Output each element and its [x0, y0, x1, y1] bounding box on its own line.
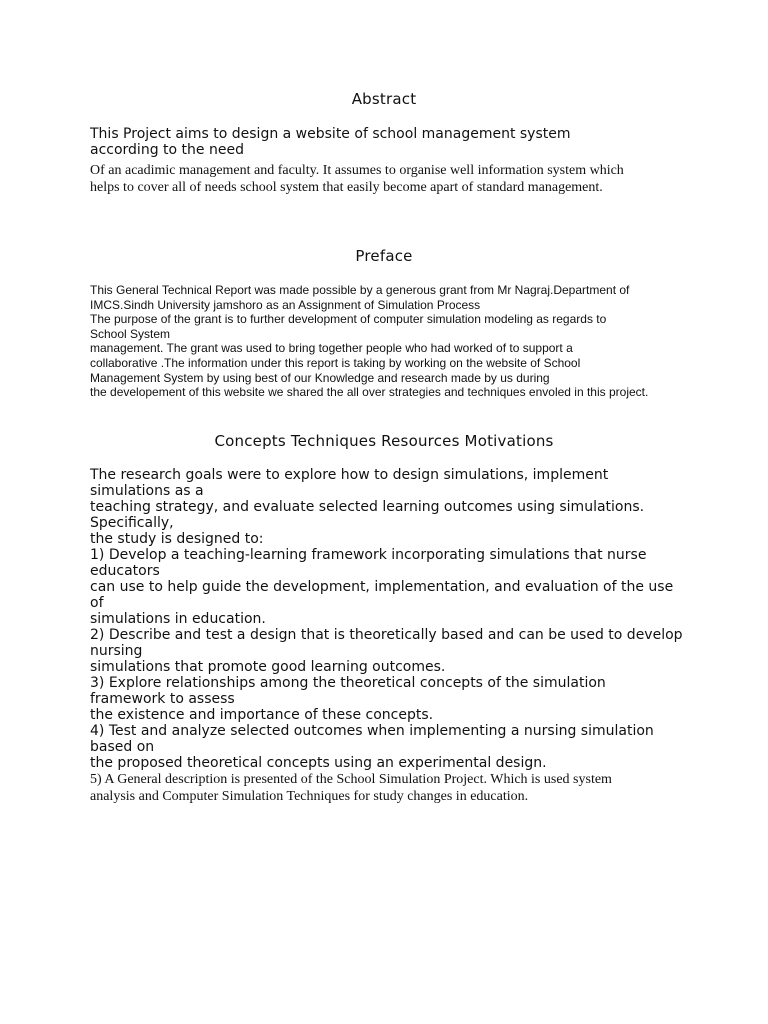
preface-line: This General Technical Report was made possible by a generous grant from Mr Nagraj.Department of: [90, 283, 630, 297]
abstract-intro-line: This Project aims to design a website of school management system: [90, 126, 571, 142]
concepts-closing-line: analysis and Computer Simulation Techniques for study changes in education.: [90, 788, 529, 804]
concepts-line: simulations that promote good learning outcomes.: [90, 659, 446, 675]
abstract-body-line: Of an acadimic management and faculty. It assumes to organise well information system which: [90, 163, 624, 178]
abstract-intro-line: according to the need: [90, 142, 244, 158]
preface-line: School System: [90, 326, 171, 341]
concepts-closing-line: 5) A General description is presented of the School Simulation Project. Which is used system: [90, 772, 612, 787]
abstract-heading: Abstract: [351, 90, 417, 108]
concepts-body: [90, 467, 690, 771]
preface-line: collaborative .The information under this report is taking by working on the website of School: [90, 355, 581, 370]
preface-line: management. The grant was used to bring together people who had worked of to support a: [90, 341, 573, 356]
concepts-line: the proposed theoretical concepts using an experimental design.: [90, 755, 547, 771]
preface-line: The purpose of the grant is to further development of computer simulation modeling as regards to: [90, 312, 607, 327]
preface-heading: Preface: [355, 247, 413, 265]
concepts-line: simulations in education.: [90, 611, 266, 627]
concepts-line: 1) Develop a teaching-learning framework incorporating simulations that nurse: [90, 547, 647, 563]
concepts-closing: [90, 772, 690, 805]
concepts-line: framework to assess: [90, 691, 235, 707]
preface-body: [90, 283, 690, 400]
concepts-line: nursing: [90, 643, 143, 659]
abstract-body-line: helps to cover all of needs school system that easily become apart of standard management.: [90, 180, 603, 195]
concepts-line: The research goals were to explore how to design simulations, implement: [90, 467, 609, 483]
concepts-line: can use to help guide the development, implementation, and evaluation of the use: [90, 579, 674, 595]
preface-line: IMCS.Sindh University jamshoro as an Assignment of Simulation Process: [90, 297, 481, 312]
abstract-body: [90, 162, 690, 196]
concepts-line: of: [90, 595, 104, 611]
concepts-line: 4) Test and analyze selected outcomes when implementing a nursing simulation: [90, 723, 654, 739]
concepts-line: 2) Describe and test a design that is theoretically based and can be used to develop: [90, 627, 683, 643]
concepts-line: 3) Explore relationships among the theoretical concepts of the simulation: [90, 675, 606, 691]
preface-line: Management System by using best of our Knowledge and research made by us during: [90, 370, 550, 385]
concepts-line: the existence and importance of these concepts.: [90, 707, 434, 723]
concepts-line: teaching strategy, and evaluate selected learning outcomes using simulations.: [90, 499, 645, 515]
concepts-heading: Concepts Techniques Resources Motivations: [214, 432, 554, 450]
preface-line: the developement of this website we shared the all over strategies and techniques envoled in this project.: [90, 385, 649, 400]
concepts-line: simulations as a: [90, 483, 204, 499]
concepts-line: the study is designed to:: [90, 531, 264, 547]
concepts-line: Specifically,: [90, 515, 174, 531]
concepts-line: based on: [90, 739, 155, 755]
abstract-intro: [90, 126, 690, 158]
concepts-line: educators: [90, 563, 160, 579]
